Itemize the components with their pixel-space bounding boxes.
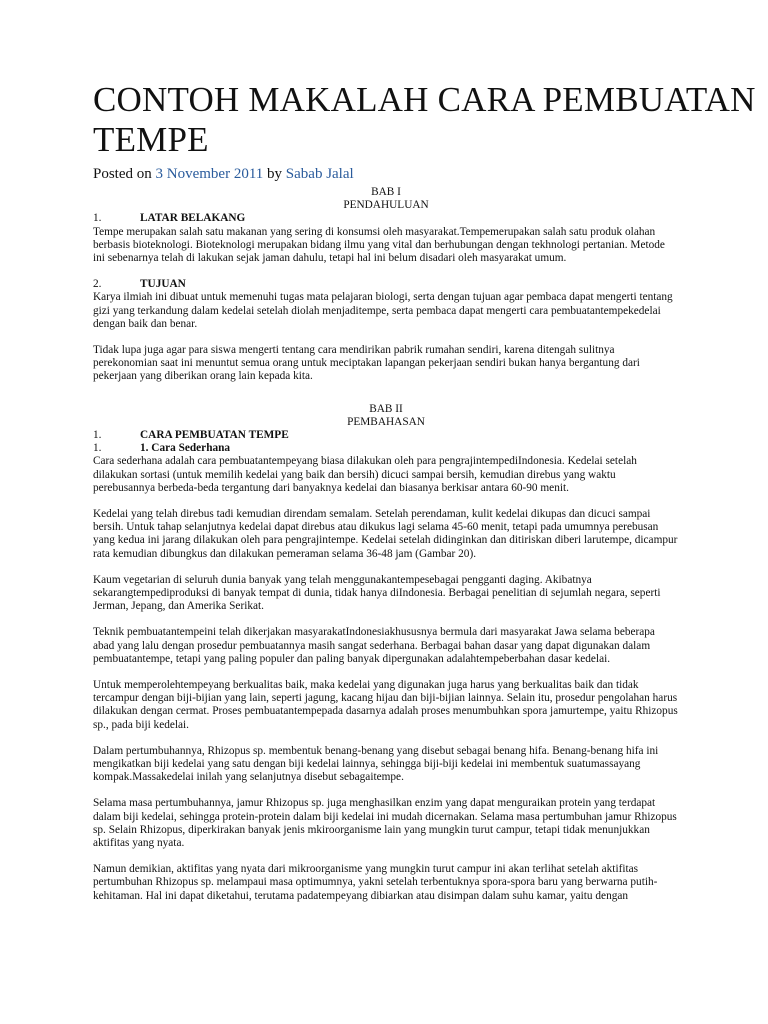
section-heading-cara-pembuatan xyxy=(93,429,679,442)
section-heading-latar-belakang xyxy=(93,212,679,225)
section-heading-tujuan xyxy=(93,278,679,291)
paragraph: Teknik pembuatantempeini telah dikerjakan masyarakatIndonesiakhususnya bermula dari masyarakat Jawa selama beberapa abad yang lalu dengan prosedur pembuatannya masih sangat sederhana. Berbagai bahan dasar yang dapat digunakan dalam pembuatantempe, tetapi yang paling populer dan paling banyak dipergunakan adalahtempeberbahan dasar kedelai. xyxy=(93,626,655,665)
article-body xyxy=(93,186,679,903)
paragraph: Namun demikian, aktifitas yang nyata dari mikroorganisme yang mungkin turut campur ini akan terlihat setelah aktifitas pertumbuhan Rhizopus sp. melampaui masa optimumnya, yakni setelah terbentuknya spora-spora baru yang berwarna putih-kehitaman. Hal ini dapat diketahui, terutama padatempeyang dibiarkan atau disimpan dalam suhu kamar, yaitu dengan xyxy=(93,863,658,902)
paragraph: Kedelai yang telah direbus tadi kemudian direndam semalam. Setelah perendaman, kulit kedelai dikupas dan dicuci sampai bersih. Untuk tahap selanjutnya kedelai dapat direbus atau dikukus lagi selama 45-60 menit, tetapi pada umumnya perebusan yang kedua ini jarang dilakukan oleh para pengrajintempe. Kedelai setelah didinginkan dan ditiriskan diberi larutempe, dicampur rata kemudian dibungkus dan dilakukan pemeraman selama 36-48 jam (Gambar 20). xyxy=(93,508,678,560)
section-title: 1. Cara Sederhana xyxy=(140,442,231,455)
section-title: LATAR BELAKANG xyxy=(140,212,246,225)
section-number: 1. xyxy=(93,212,102,225)
paragraph: Dalam pertumbuhannya, Rhizopus sp. membentuk benang-benang yang disebut sebagai benang hifa. Benang-benang hifa ini mengikatkan biji kedelai yang satu dengan biji kedelai lainnya, sehingga biji-biji kedelai ini membentuk suatumassayang kompak.Massakedelai inilah yang selanjutnya disebut sebagaitempe. xyxy=(93,744,659,784)
section-number: 2. xyxy=(93,278,102,291)
bab1-title: PENDAHULUAN xyxy=(343,199,429,212)
paragraph: Cara sederhana adalah cara pembuatantempeyang biasa dilakukan oleh para pengrajintempediIndonesia. Kedelai setelah dilakukan sortasi (untuk memilih kedelai yang baik dan bersih) dicuci sampai bersih, kemudian direbus yang waktu perebusannya berbeda-beda tergantung dari banyaknya kedelai dan biasanya berkisar antara 60-90 menit. xyxy=(93,455,637,494)
section-title: TUJUAN xyxy=(140,278,186,291)
bab2-label: BAB II xyxy=(369,402,403,415)
paragraph: Kaum vegetarian di seluruh dunia banyak yang telah menggunakantempesebagai pengganti daging. Akibatnya sekarangtempediproduksi di banyak tempat di dunia, tidak hanya diIndonesia. Berbagai penelitian di sejumlah negara, seperti Jerman, Jepang, dan Amerika Serikat. xyxy=(93,573,661,613)
bab2-title: PEMBAHASAN xyxy=(347,415,425,428)
bab1-label: BAB I xyxy=(371,186,401,198)
paragraph: Untuk memperolehtempeyang berkualitas baik, maka kedelai yang digunakan juga harus yang berkualitas baik dan tidak tercampur dengan biji-bijian yang lain, seperti jagung, kacang hijau dan biji-bijian lainnya. Selain itu, prosedur pengolahan harus dilakukan dengan cermat. Proses pembuatantempepada dasarnya adalah proses menumbuhkan spora jamurtempe, yaitu Rhizopus sp., pada biji kedelai. xyxy=(93,679,678,731)
post-date-link[interactable]: 3 November 2011 xyxy=(155,166,264,182)
subsection-heading-cara-sederhana xyxy=(93,442,679,455)
paragraph: Selama masa pertumbuhannya, jamur Rhizopus sp. juga menghasilkan enzim yang dapat menguraikan protein yang terdapat dalam biji kedelai, sehingga protein-protein dalam biji kedelai ini mudah dicernakan. Selama masa pertumbuhan jamur Rhizopus sp. Selain Rhizopus, diperkirakan banyak jenis mkiroorganisme lain yang mungkin turut campur, tetapi tidak menunjukkan aktifitas yang nyata. xyxy=(93,797,677,850)
page-title: CONTOH MAKALAH CARA PEMBUATAN TEMPE xyxy=(93,80,756,159)
posted-on-label: Posted on xyxy=(93,166,152,182)
section-number: 1. xyxy=(93,429,102,442)
post-meta xyxy=(93,164,768,184)
by-label: by xyxy=(267,166,283,182)
paragraph: Karya ilmiah ini dibuat untuk memenuhi tugas mata pelajaran biologi, serta dengan tujuan agar pembaca dapat mengerti tentang gizi yang terkandung dalam kedelai setelah diolah menjaditempe, serta pembaca dapat mengerti cara pembuatantempekedelai dengan baik dan benar. xyxy=(93,291,673,330)
section-title: CARA PEMBUATAN TEMPE xyxy=(140,429,289,442)
paragraph: Tidak lupa juga agar para siswa mengerti tentang cara mendirikan pabrik rumahan sendiri, karena ditengah sulitnya perekonomian saat ini menuntut semua orang untuk meciptakan lapangan pekerjaan sendiri bukan hanya bergantung dari pekerjaan yang diberikan orang lain kepada kita. xyxy=(93,344,640,383)
author-link[interactable]: Sabab Jalal xyxy=(285,166,354,182)
section-number: 1. xyxy=(93,442,102,455)
paragraph: Tempe merupakan salah satu makanan yang sering di konsumsi oleh masyarakat.Tempemerupakan salah satu produk olahan berbasis bioteknologi. Bioteknologi merupakan bidang ilmu yang vital dan berhubungan dengan tekhnologi pertanian. Metode ini sebenarnya telah di lakukan sejak jaman dahulu, tetapi hal ini belum disadari oleh masyarakat umum. xyxy=(93,225,665,264)
